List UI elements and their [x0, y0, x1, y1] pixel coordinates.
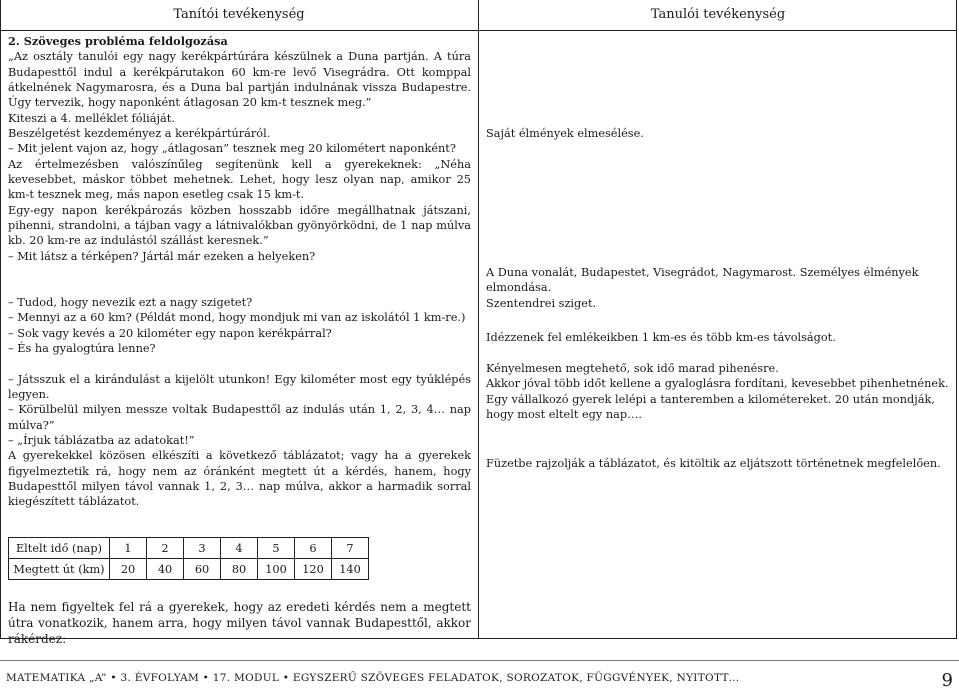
problem-text: „Az osztály tanulói egy nagy kerékpártúrára készülnek a Duna partján. A túra Budapesttől indul a kerékpárutakon 60 km-re levő Visegrádra. Ott komppal átkelnének Nagymarosra, és a Duna bal partján indulnának vissza Budapestre. Úgy tervezik, hogy naponként átlagosan 20 km-t tesznek meg.”: [8, 50, 471, 110]
question-line: – Körülbelül milyen messze voltak Budapesttől az indulás után 1, 2, 3, 4… nap múlva?”: [8, 403, 471, 432]
distance-table: [8, 537, 369, 580]
table-cell: 40: [147, 559, 184, 580]
row-label: Megtett út (km): [9, 559, 110, 580]
header-divider: [0, 30, 957, 31]
student-response: A Duna vonalát, Budapestet, Visegrádot, Nagymarost. Személyes élmények elmondása.: [486, 266, 919, 295]
student-activity-header: Tanulói tevékenység: [650, 7, 786, 22]
page-number: 9: [941, 670, 953, 691]
question-line: – Sok vagy kevés a 20 kilométer egy napon kerékpárral?: [8, 326, 332, 340]
explanation-paragraph: Egy-egy napon kerékpározás közben hosszabb időre megállhatnak játszani, pihenni, strandolni, a tájban vagy a látnivalókban gyönyörködni, de 1 nap múlva kb. 20 km-re az indulástól szállást keresnek.”: [8, 203, 471, 248]
section-title: 2. Szöveges probléma feldolgozása: [8, 34, 228, 48]
row-label: Eltelt idő (nap): [9, 538, 110, 559]
student-response: Füzetbe rajzolják a táblázatot, és kitöltik az eljátszott történetnek megfelelően.: [486, 457, 941, 470]
question-line: – Játsszuk el a kirándulást a kijelölt utunkon! Egy kilométer most egy tyúklépés legyen.: [8, 372, 471, 401]
table-row: [9, 538, 369, 559]
question-line: – Mit látsz a térképen? Jártál már ezeken a helyeken?: [8, 249, 316, 263]
question-line: – És ha gyalogtúra lenne?: [8, 341, 156, 355]
explanation-paragraph: Az értelmezésben valószínűleg segítenünk kell a gyerekeknek: „Néha kevesebbet, máskor többet mehetnek. Lehet, hogy lesz olyan nap, amikor 25 km-t tesznek meg, más napon esetleg csak 15 km-t.: [8, 157, 471, 202]
follow-up-note: Ha nem figyeltek fel rá a gyerekek, hogy az eredeti kérdés nem a megtett útra vonatkozik, hanem arra, hogy milyen távol vannak Budapesttől, akkor rákérdez:: [8, 600, 471, 646]
student-response: Kényelmesen megtehető, sok idő marad pihenésre.: [486, 362, 779, 375]
question-line: – Mit jelent vajon az, hogy „átlagosan” tesznek meg 20 kilométert naponként?: [8, 142, 456, 156]
table-cell: 100: [258, 559, 295, 580]
question-line: – Mennyi az a 60 km? (Példát mond, hogy mondjuk mi van az iskolától 1 km-re.): [8, 311, 466, 325]
table-cell: 6: [295, 538, 332, 559]
footer-title: MATEMATIKA „A” • 3. ÉVFOLYAM • 17. MODUL • EGYSZERŰ SZÖVEGES FELADATOK, SOROZATOK, FÜGGVÉNYEK, NYITOTT…: [6, 672, 740, 684]
table-cell: 2: [147, 538, 184, 559]
student-response: Saját élmények elmesélése.: [486, 127, 644, 140]
question-line: – „Írjuk táblázatba az adatokat!”: [8, 433, 195, 447]
table-cell: 80: [221, 559, 258, 580]
instruction-paragraph: A gyerekekkel közösen elkészíti a következő táblázatot; vagy ha a gyerekek figyelmeztetik rá, hogy nem az óránként megtett út a kérdés, hanem, hogy Budapesttől milyen távol vannak 1, 2, 3… nap múlva, akkor a harmadik sorral kiegészített táblázatot.: [8, 449, 471, 509]
table-cell: 60: [184, 559, 221, 580]
teacher-activity-column: [8, 34, 471, 510]
table-cell: 5: [258, 538, 295, 559]
table-cell: 20: [110, 559, 147, 580]
student-response: Akkor jóval több időt kellene a gyaloglásra fordítani, kevesebbet pihenhetnének.: [486, 377, 949, 390]
instruction-line: Beszélgetést kezdeményez a kerékpártúráról.: [8, 127, 271, 141]
table-row: [9, 559, 369, 580]
footer-divider: [0, 660, 959, 661]
table-cell: 120: [295, 559, 332, 580]
student-response: Szentendrei sziget.: [486, 297, 597, 310]
column-divider: [478, 0, 479, 639]
table-cell: 3: [184, 538, 221, 559]
student-response: Egy vállalkozó gyerek lelépi a tanteremben a kilométereket. 20 után mondják, hogy most eltelt egy nap….: [486, 393, 935, 422]
table-cell: 140: [332, 559, 369, 580]
table-cell: 4: [221, 538, 258, 559]
question-line: – Tudod, hogy nevezik ezt a nagy szigetet?: [8, 295, 253, 309]
student-response: Idézzenek fel emlékeikben 1 km-es és több km-es távolságot.: [486, 331, 836, 344]
instruction-line: Kiteszi a 4. melléklet fóliáját.: [8, 111, 175, 125]
table-cell: 7: [332, 538, 369, 559]
teacher-activity-header: Tanítói tevékenység: [173, 7, 305, 22]
table-cell: 1: [110, 538, 147, 559]
